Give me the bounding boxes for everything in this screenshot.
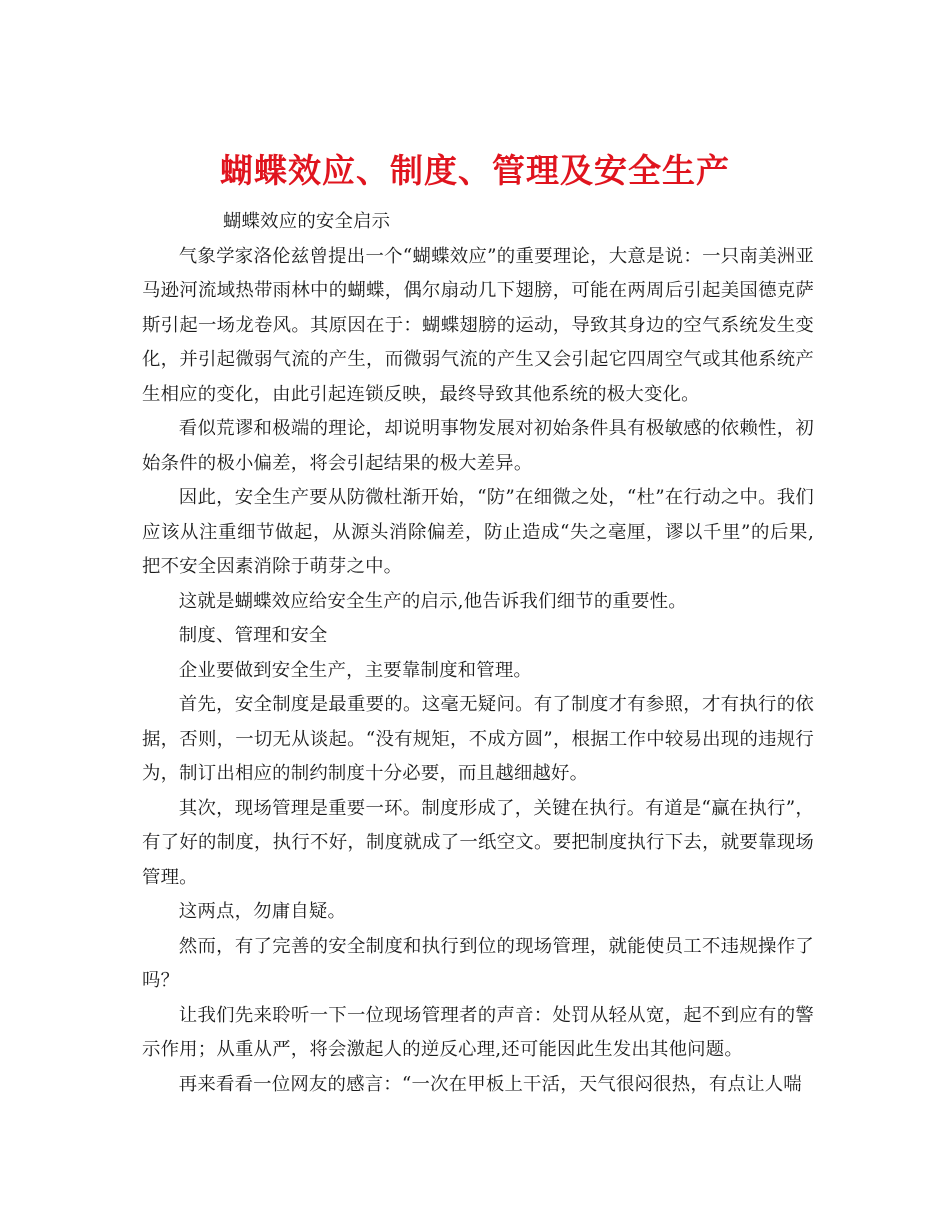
- paragraph: 这两点，勿庸自疑。: [178, 901, 347, 922]
- paragraph: 因此，安全生产要从防微杜渐开始，“防”在细微之处，“杜”在行动之中。我们应该从注重细节做起，从源头消除偏差，防止造成“失之毫厘，谬以千里”的后果,把不安全因素消除于萌芽之中。: [142, 487, 814, 577]
- paragraph: 然而，有了完善的安全制度和执行到位的现场管理，就能使员工不违规操作了吗？: [142, 935, 814, 991]
- paragraph: 再来看看一位网友的感言：“一次在甲板上干活，天气很闷很热，有点让人喘: [178, 1073, 802, 1095]
- paragraph: 让我们先来聆听一下一位现场管理者的声音：处罚从轻从宽，起不到应有的警示作用；从重从严，将会激起人的逆反心理,还可能因此生发出其他问题。: [142, 1004, 814, 1060]
- paragraph: 企业要做到安全生产，主要靠制度和管理。: [178, 659, 533, 681]
- section-heading-butterfly: 蝴蝶效应的安全启示: [222, 211, 391, 232]
- paragraph: 首先，安全制度是最重要的。这毫无疑问。有了制度才有参照，才有执行的依据，否则，一切无从谈起。“没有规矩，不成方圆”，根据工作中较易出现的违规行为，制订出相应的制约制度十分必要，而且越细越好。: [142, 694, 814, 784]
- paragraph: 这就是蝴蝶效应给安全生产的启示,他告诉我们细节的重要性。: [178, 590, 687, 612]
- paragraph: 其次，现场管理是重要一环。制度形成了，关键在执行。有道是“赢在执行”，有了好的制度，执行不好，制度就成了一纸空文。要把制度执行下去，就要靠现场管理。: [142, 797, 814, 888]
- paragraph: 气象学家洛伦兹曾提出一个“蝴蝶效应”的重要理论，大意是说：一只南美洲亚马逊河流域热带雨林中的蝴蝶，偶尔扇动几下翅膀，可能在两周后引起美国德克萨斯引起一场龙卷风。其原因在于：蝴蝶翅膀的运动，导致其身边的空气系统发生变化，并引起微弱气流的产生，而微弱气流的产生又会引起它四周空气或其他系统产生相应的变化，由此引起连锁反映，最终导致其他系统的极大变化。: [142, 245, 814, 405]
- document-body: [142, 205, 814, 1102]
- document-title: 蝴蝶效应、制度、管理及安全生产: [220, 151, 730, 191]
- paragraph: 看似荒谬和极端的理论，却说明事物发展对初始条件具有极敏感的依赖性，初始条件的极小偏差，将会引起结果的极大差异。: [142, 418, 814, 474]
- section-heading-system: 制度、管理和安全: [178, 625, 328, 646]
